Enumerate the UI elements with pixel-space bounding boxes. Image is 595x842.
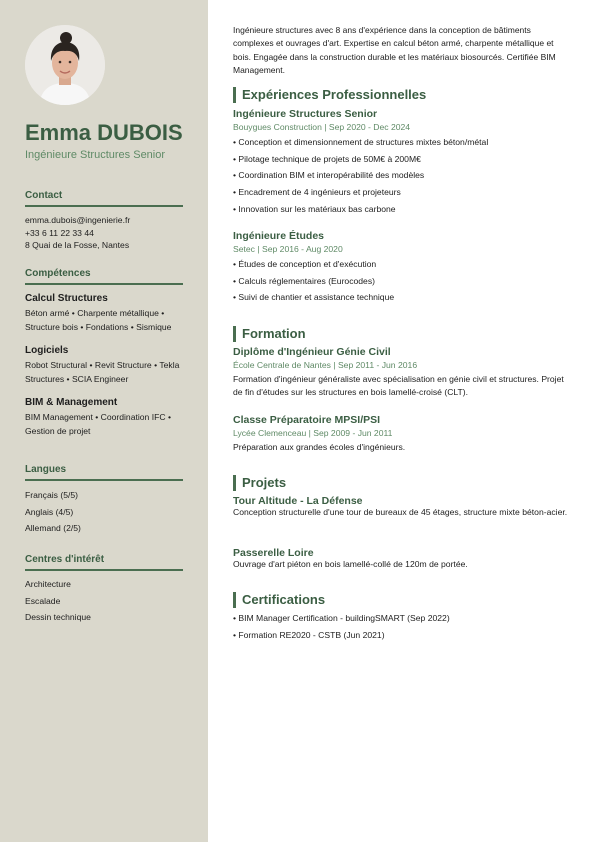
interest-item: Architecture [25,579,71,589]
job-title: Ingénieure Études [233,230,325,242]
job-title: Ingénieure Structures Senior [233,108,378,120]
job-bullets [233,136,578,219]
interests-list [25,578,185,628]
education-title: Diplôme d'Ingénieur Génie Civil [233,346,391,358]
contact-info [25,214,185,252]
bullet-item: • Suivi de chantier et assistance technique [233,292,395,303]
interests-heading: Centres d'intérêt [25,554,183,571]
project-title: Passerelle Loire [233,547,314,559]
certifications-list [233,612,578,645]
projects-heading: Projets [233,475,286,491]
contact-heading: Contact [25,190,183,207]
education-desc: Préparation aux grandes écoles d'ingénieurs. [233,442,406,452]
certification-item: • BIM Manager Certification - buildingSMART (Sep 2022) [233,613,450,623]
job-meta: Setec | Sep 2016 - Aug 2020 [233,244,343,254]
skill-group-title: BIM & Management [25,397,118,408]
interest-item: Dessin technique [25,612,91,622]
education-meta: École Centrale de Nantes | Sep 2011 - Jun 2016 [233,360,418,370]
languages-heading: Langues [25,464,183,481]
contact-phone: +33 6 11 22 33 44 [25,227,94,238]
language-item: Français (5/5) [25,490,79,500]
project-desc: Conception structurelle d'une tour de bureaux de 45 étages, structure mixte béton-acier. [233,507,568,517]
job-meta: Bouygues Construction | Sep 2020 - Dec 2024 [233,122,411,132]
skill-group-items: Béton armé • Charpente métallique • Structure bois • Fondations • Sismique [25,308,172,332]
language-item: Anglais (4/5) [25,506,74,517]
education-title: Classe Préparatoire MPSI/PSI [233,414,381,426]
bullet-item: • Innovation sur les matériaux bas carbone [233,203,396,214]
languages-list [25,489,185,539]
bullet-item: • Coordination BIM et interopérabilité des modèles [233,170,425,181]
experience-heading: Expériences Professionnelles [233,87,426,103]
certifications-heading: Certifications [233,592,325,608]
job-bullets [233,258,578,308]
profile-summary: Ingénieure structures avec 8 ans d'expérience dans la conception de bâtiments complexes et ouvrages d'art. Expertise en calcul béton armé, charpente métallique et bois. Engagée dans la construction durable et les matériaux biosourcés. Certifiée BIM Management. [233,25,556,75]
bullet-item: • Conception et dimensionnement de structures mixtes béton/métal [233,137,489,147]
bullet-item: • Encadrement de 4 ingénieurs et projeteurs [233,187,401,198]
skill-group-items: Robot Structural • Revit Structure • Tekla Structures • SCIA Engineer [25,360,180,384]
avatar [25,25,105,105]
language-item: Allemand (2/5) [25,523,81,533]
candidate-name: Emma DUBOIS [25,120,183,145]
bullet-item: • Calculs réglementaires (Eurocodes) [233,275,375,286]
project-desc: Ouvrage d'art piéton en bois lamellé-collé de 120m de portée. [233,559,468,569]
interest-item: Escalade [25,595,61,606]
education-heading: Formation [233,326,306,342]
skill-group-items: BIM Management • Coordination IFC • Gestion de projet [25,412,171,436]
main-content [208,0,595,842]
profile-photo [25,25,105,105]
project-title: Tour Altitude - La Défense [233,495,363,507]
skills-heading: Compétences [25,268,183,285]
contact-email: emma.dubois@ingenierie.fr [25,215,131,225]
candidate-title: Ingénieure Structures Senior [25,149,166,161]
education-desc: Formation d'ingénieur généraliste avec spécialisation en génie civil et structures. Projet de fin d'études sur les structures en bois lamellé-croisé (CLT). [233,374,564,398]
skill-group-title: Logiciels [25,345,69,356]
skill-group-title: Calcul Structures [25,293,108,304]
sidebar [0,0,208,842]
contact-address: 8 Quai de la Fosse, Nantes [25,240,130,251]
bullet-item: • Pilotage technique de projets de 50M€ à 200M€ [233,153,421,164]
education-meta: Lycée Clemenceau | Sep 2009 - Jun 2011 [233,428,393,438]
bullet-item: • Études de conception et d'exécution [233,259,377,269]
certification-item: • Formation RE2020 - CSTB (Jun 2021) [233,629,385,640]
